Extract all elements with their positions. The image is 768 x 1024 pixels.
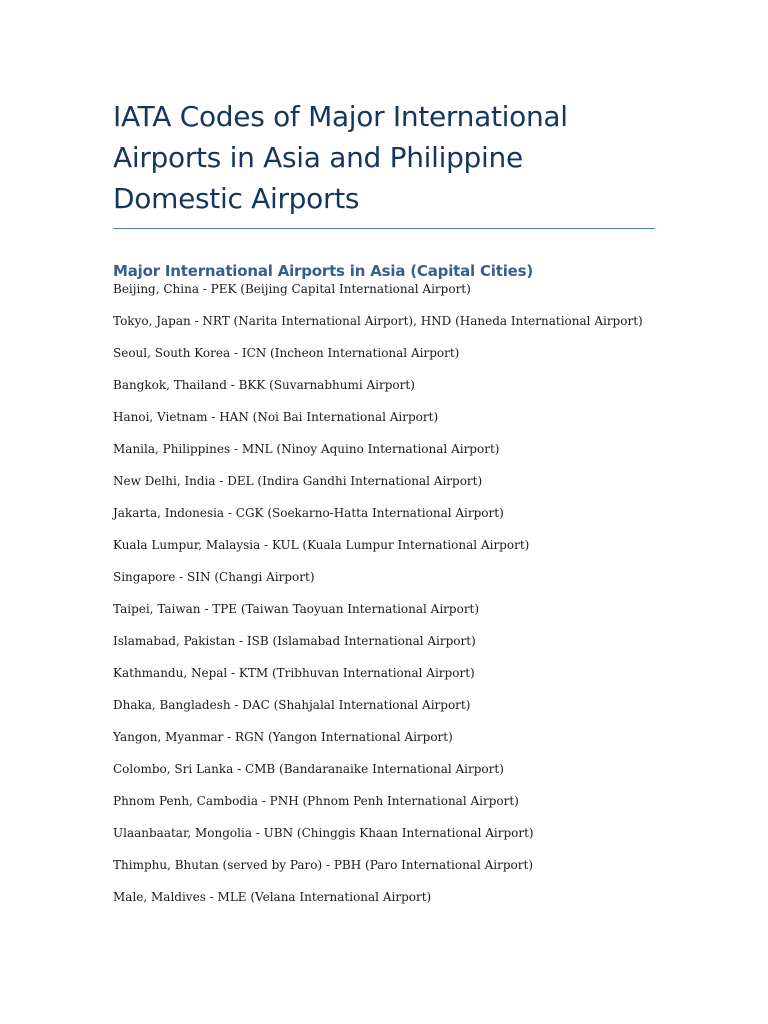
airport-item: Dhaka, Bangladesh - DAC (Shahjalal International Airport) — [113, 698, 471, 712]
airport-item: Phnom Penh, Cambodia - PNH (Phnom Penh International Airport) — [113, 794, 519, 808]
airport-item: Hanoi, Vietnam - HAN (Noi Bai International Airport) — [113, 410, 439, 424]
airport-item: Colombo, Sri Lanka - CMB (Bandaranaike International Airport) — [113, 762, 504, 776]
airport-item: Singapore - SIN (Changi Airport) — [113, 570, 315, 584]
section-heading: Major International Airports in Asia (Capital Cities) — [113, 262, 534, 280]
airport-item: Bangkok, Thailand - BKK (Suvarnabhumi Airport) — [113, 378, 415, 392]
document-page — [113, 96, 655, 921]
airport-item: Manila, Philippines - MNL (Ninoy Aquino International Airport) — [113, 442, 500, 456]
airport-item: Male, Maldives - MLE (Velana International Airport) — [113, 890, 432, 904]
airport-item: Beijing, China - PEK (Beijing Capital International Airport) — [113, 282, 471, 296]
airport-item: Ulaanbaatar, Mongolia - UBN (Chinggis Khaan International Airport) — [113, 826, 534, 840]
airport-item: Yangon, Myanmar - RGN (Yangon International Airport) — [113, 730, 453, 744]
airport-item: Taipei, Taiwan - TPE (Taiwan Taoyuan International Airport) — [113, 602, 480, 616]
airport-item: Jakarta, Indonesia - CGK (Soekarno-Hatta International Airport) — [113, 506, 504, 520]
airport-item: Kathmandu, Nepal - KTM (Tribhuvan International Airport) — [113, 666, 475, 680]
title-divider — [113, 228, 655, 229]
airport-item: Thimphu, Bhutan (served by Paro) - PBH (Paro International Airport) — [113, 858, 533, 872]
airport-item: Tokyo, Japan - NRT (Narita International Airport), HND (Haneda International Airport) — [113, 314, 643, 328]
document-title: IATA Codes of Major International Airports in Asia and Philippine Domestic Airports — [113, 100, 568, 215]
airport-item: Kuala Lumpur, Malaysia - KUL (Kuala Lumpur International Airport) — [113, 538, 530, 552]
airport-item: New Delhi, India - DEL (Indira Gandhi International Airport) — [113, 474, 483, 488]
airport-item: Islamabad, Pakistan - ISB (Islamabad International Airport) — [113, 634, 476, 648]
airport-list — [113, 281, 655, 921]
airport-item: Seoul, South Korea - ICN (Incheon International Airport) — [113, 346, 460, 360]
